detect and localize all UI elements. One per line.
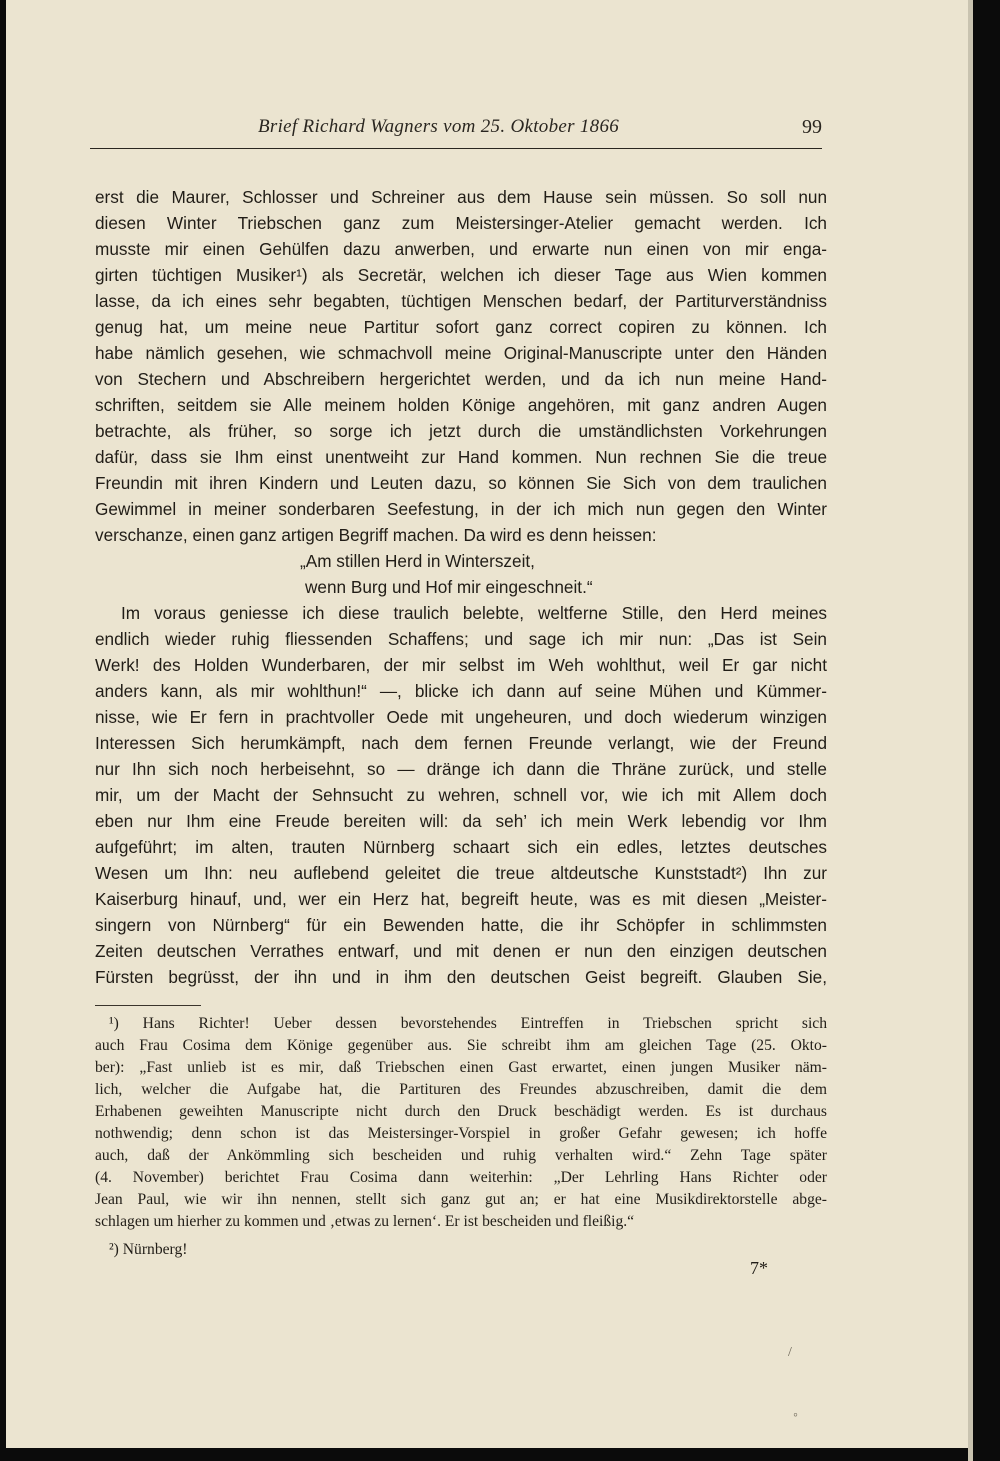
body-line: Freundin mit ihren Kindern und Leuten dazu, so können Sie Sich von dem traulichen <box>95 473 827 493</box>
page-number: 99 <box>802 116 822 138</box>
body-line: genug hat, um meine neue Partitur sofort ganz correct copiren zu können. Ich <box>95 317 827 337</box>
footnote-line: auch Frau Cosima dem Könige gegenüber aus. Sie schreibt ihm am gleichen Tage (25. Okto- <box>95 1037 827 1054</box>
footnote-line: Jean Paul, wie wir ihn nennen, stellt sich ganz gut an; er hat eine Musikdirektorstelle abge- <box>95 1191 827 1208</box>
verse-line: wenn Burg und Hof mir eingeschneit.“ <box>305 577 593 597</box>
body-line: Gewimmel in meiner sonderbaren Seefestung, in der ich mich nun gegen den Winter <box>95 499 827 519</box>
body-line: Zeiten deutschen Verrathes entwarf, und mit denen er nun den einzigen deutschen <box>95 941 827 961</box>
body-line: Kaiserburg hinauf, und, wer ein Herz hat, begreift heute, was es mit diesen „Meister- <box>95 889 827 909</box>
footnote-line: auch, daß der Ankömmling sich bescheiden und ruhig verhalten wird.“ Zehn Tage später <box>95 1147 827 1164</box>
footnote-line: ber): „Fast unlieb ist es mir, daß Triebschen einen Gast erwartet, einen jungen Musiker näm- <box>95 1059 827 1076</box>
running-header <box>90 116 822 149</box>
body-line: diesen Winter Triebschen ganz zum Meistersinger-Atelier gemacht werden. Ich <box>95 213 827 233</box>
body-line: mir, um der Macht der Sehnsucht zu wehren, schnell vor, wie ich mit Allem doch <box>95 785 827 805</box>
body-line: von Stechern und Abschreibern hergerichtet werden, und da ich nun meine Hand- <box>95 369 827 389</box>
paper-mark: ◦ <box>793 1408 798 1423</box>
body-line: nur Ihn sich noch herbeisehnt, so — dränge ich dann die Thräne zurück, und stelle <box>95 759 827 779</box>
body-line: anders kann, als mir wohlthun!“ —, blicke ich dann auf seine Mühen und Kümmer- <box>95 681 827 701</box>
body-line: aufgeführt; im alten, trauten Nürnberg schaart sich ein edles, letztes deutsches <box>95 837 827 857</box>
body-line: dafür, dass sie Ihm einst unentweiht zur Hand kommen. Nun rechnen Sie die treue <box>95 447 827 467</box>
body-line: lasse, da ich eines sehr begabten, tüchtigen Menschen bedarf, der Partiturverständniss <box>95 291 827 311</box>
body-line: eben nur Ihm eine Freude bereiten will: da seh’ ich mein Werk lebendig vor Ihm <box>95 811 827 831</box>
page-edge <box>968 0 973 1461</box>
paper-mark: / <box>788 1345 792 1360</box>
body-line: habe nämlich gesehen, wie schmachvoll meine Original-Manuscripte unter den Händen <box>95 343 827 363</box>
signature-mark: 7* <box>750 1258 768 1278</box>
footnote-rule <box>95 1005 201 1006</box>
body-line: erst die Maurer, Schlosser und Schreiner aus dem Hause sein müssen. So soll nun <box>95 187 827 207</box>
body-line: betrachte, als früher, so sorge ich jetzt durch die umständlichsten Vorkehrungen <box>95 421 827 441</box>
body-line: girten tüchtigen Musiker¹) als Secretär, welchen ich dieser Tage aus Wien kommen <box>95 265 827 285</box>
footnote-line: Erhabenen geweihten Manuscripte nicht durch den Druck beschädigt werden. Es ist durchaus <box>95 1103 827 1120</box>
body-line: Fürsten begrüsst, der ihn und in ihm den deutschen Geist begreift. Glauben Sie, <box>95 967 827 987</box>
footnote-line: ²) Nürnberg! <box>109 1241 188 1258</box>
body-line: musste mir einen Gehülfen dazu anwerben, und erwarte nun einen von mir enga- <box>95 239 827 259</box>
footnote-line: (4. November) berichtet Frau Cosima dann weiterhin: „Der Lehrling Hans Richter oder <box>95 1169 827 1186</box>
header-title: Brief Richard Wagners vom 25. Oktober 1866 <box>258 116 620 137</box>
body-line: singern von Nürnberg“ für ein Bewenden hatte, die ihr Schöpfer in schlimmsten <box>95 915 827 935</box>
body-line: Im voraus geniesse ich diese traulich belebte, weltferne Stille, den Herd meines <box>121 603 827 623</box>
body-line: Wesen um Ihn: neu auflebend geleitet die treue altdeutsche Kunststadt²) Ihn zur <box>95 863 827 883</box>
footnote-line: lich, welcher die Aufgabe hat, die Partituren des Freundes abzuschreiben, damit die dem <box>95 1081 827 1098</box>
footnote-line: schlagen um hierher zu kommen und ‚etwas zu lernen‘. Er ist bescheiden und fleißig.“ <box>95 1213 635 1230</box>
verse-line: „Am stillen Herd in Winterszeit, <box>300 551 535 571</box>
body-line: schriften, seitdem sie Alle meinem holden Könige angehören, mit ganz andren Augen <box>95 395 827 415</box>
body-line: endlich wieder ruhig fliessenden Schaffens; und sage ich mir nun: „Das ist Sein <box>95 629 827 649</box>
body-line: nisse, wie Er fern in prachtvoller Oede mit ungeheuren, und doch wiederum winzigen <box>95 707 827 727</box>
body-line: Werk! des Holden Wunderbaren, der mir selbst im Weh wohlthut, weil Er gar nicht <box>95 655 827 675</box>
footnote-line: nothwendig; denn schon ist das Meistersinger-Vorspiel in großer Gefahr gewesen; ich hoffe <box>95 1125 827 1142</box>
body-line: Interessen Sich herumkämpft, nach dem fernen Freunde verlangt, wie der Freund <box>95 733 827 753</box>
footnote-line: ¹) Hans Richter! Ueber dessen bevorstehendes Eintreffen in Triebschen spricht sich <box>109 1015 827 1032</box>
body-line: verschanze, einen ganz artigen Begriff machen. Da wird es denn heissen: <box>95 525 657 545</box>
